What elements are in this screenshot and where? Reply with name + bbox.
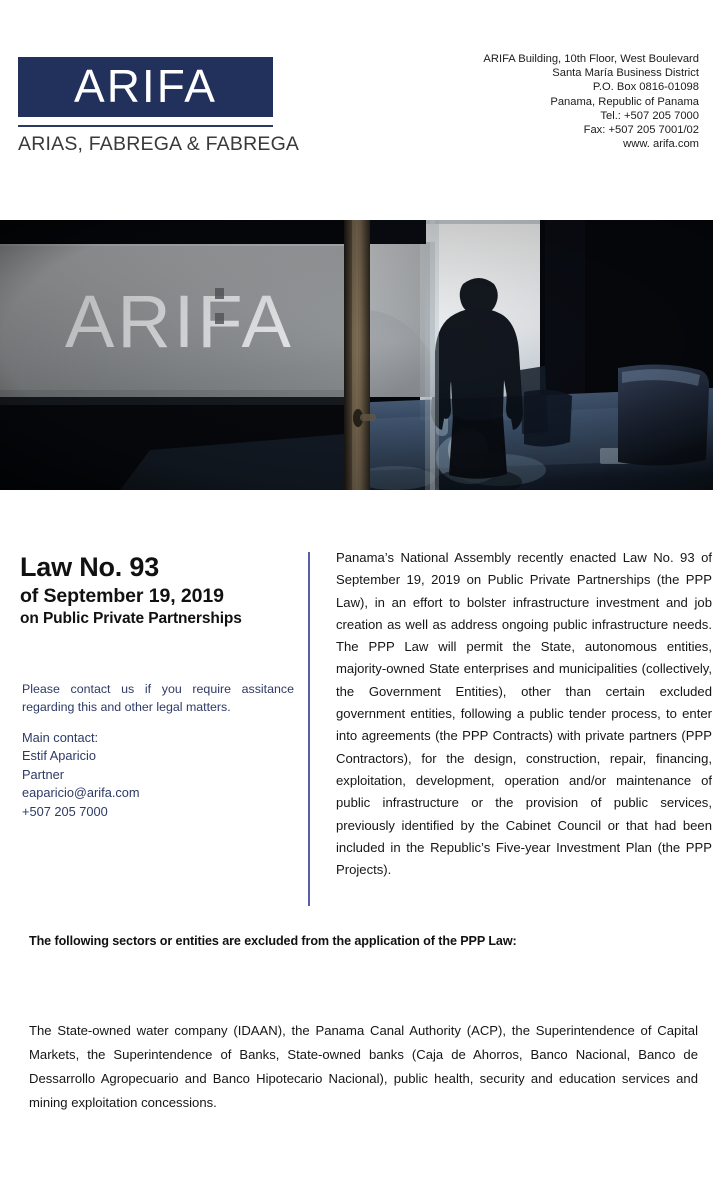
- logo-tagline: ARIAS, FABREGA & FABREGA: [18, 133, 300, 155]
- page-title: Law No. 93: [20, 552, 160, 582]
- main-contact-role: Partner: [22, 766, 64, 782]
- main-contact-name: Estif Aparicio: [22, 748, 96, 764]
- page-header: [0, 0, 725, 218]
- hero-image: [0, 220, 713, 490]
- exclusions-paragraph: The State-owned water company (IDAAN), the Panama Canal Authority (ACP), the Superintendence of Capital Markets, the Superintendence of Banks, State-owned banks (Caja de Ahorros, Banco Nacional, Banco de Dessarrollo Agropecuario and Banco Hipotecario Nacional), public health, security and education services and mining exploitation concessions.: [29, 1023, 698, 1110]
- hero-illustration: [0, 220, 713, 490]
- contact-po-box: P.O. Box 0816-01098: [592, 81, 699, 94]
- logo-wordmark: ARIFA: [74, 60, 217, 112]
- contact-fax: Fax: +507 205 7001/02: [583, 124, 699, 137]
- main-body-paragraph: Panama’s National Assembly recently enacted Law No. 93 of September 19, 2019 on Public Private Partnerships (the PPP Law), in an effort to bolster infrastructure investment and job creation as well as address ongoing public infrastructure needs. The PPP Law will permit the State, autonomous entities, majority-owned State enterprises and municipalities (collectively, the Government Entities), other than certain excluded government entities, following a public tender process, to enter into agreements (the PPP Contracts) with private partners (PPP Contractors), for the design, construction, repair, financing, exploitation, development, operation and/or maintenance of public infrastructure or the provision of public services, previously identified by the Cabinet Council or that had been included in the Republic’s Five-year Investment Plan (the PPP Projects).: [336, 550, 712, 878]
- page-subtitle-date: of September 19, 2019: [20, 585, 224, 607]
- exclusions-heading: The following sectors or entities are excluded from the application of the PPP Law:: [29, 934, 517, 948]
- contact-website: www. arifa.com: [623, 138, 699, 151]
- main-contact-email[interactable]: eaparicio@arifa.com: [22, 785, 140, 801]
- main-contact-phone[interactable]: +507 205 7000: [22, 803, 108, 819]
- contact-address-line-2: Santa María Business District: [552, 67, 699, 80]
- column-divider: [308, 552, 310, 906]
- header-contact-block: [483, 52, 699, 151]
- logo-box: [18, 57, 273, 117]
- arifa-logo: [18, 57, 300, 156]
- main-contact-label: Main contact:: [22, 730, 99, 745]
- main-contact-block: [22, 729, 292, 821]
- contact-country: Panama, Republic of Panama: [550, 95, 699, 108]
- logo-divider-rule: [18, 125, 273, 127]
- contact-invitation-note: Please contact us if you require assitance regarding this and other legal matters.: [22, 682, 294, 714]
- contact-address-line-1: ARIFA Building, 10th Floor, West Boulevard: [483, 53, 699, 65]
- left-column: [20, 552, 292, 821]
- page-subtitle-topic: on Public Private Partnerships: [20, 610, 242, 627]
- contact-telephone: Tel.: +507 205 7000: [600, 109, 699, 122]
